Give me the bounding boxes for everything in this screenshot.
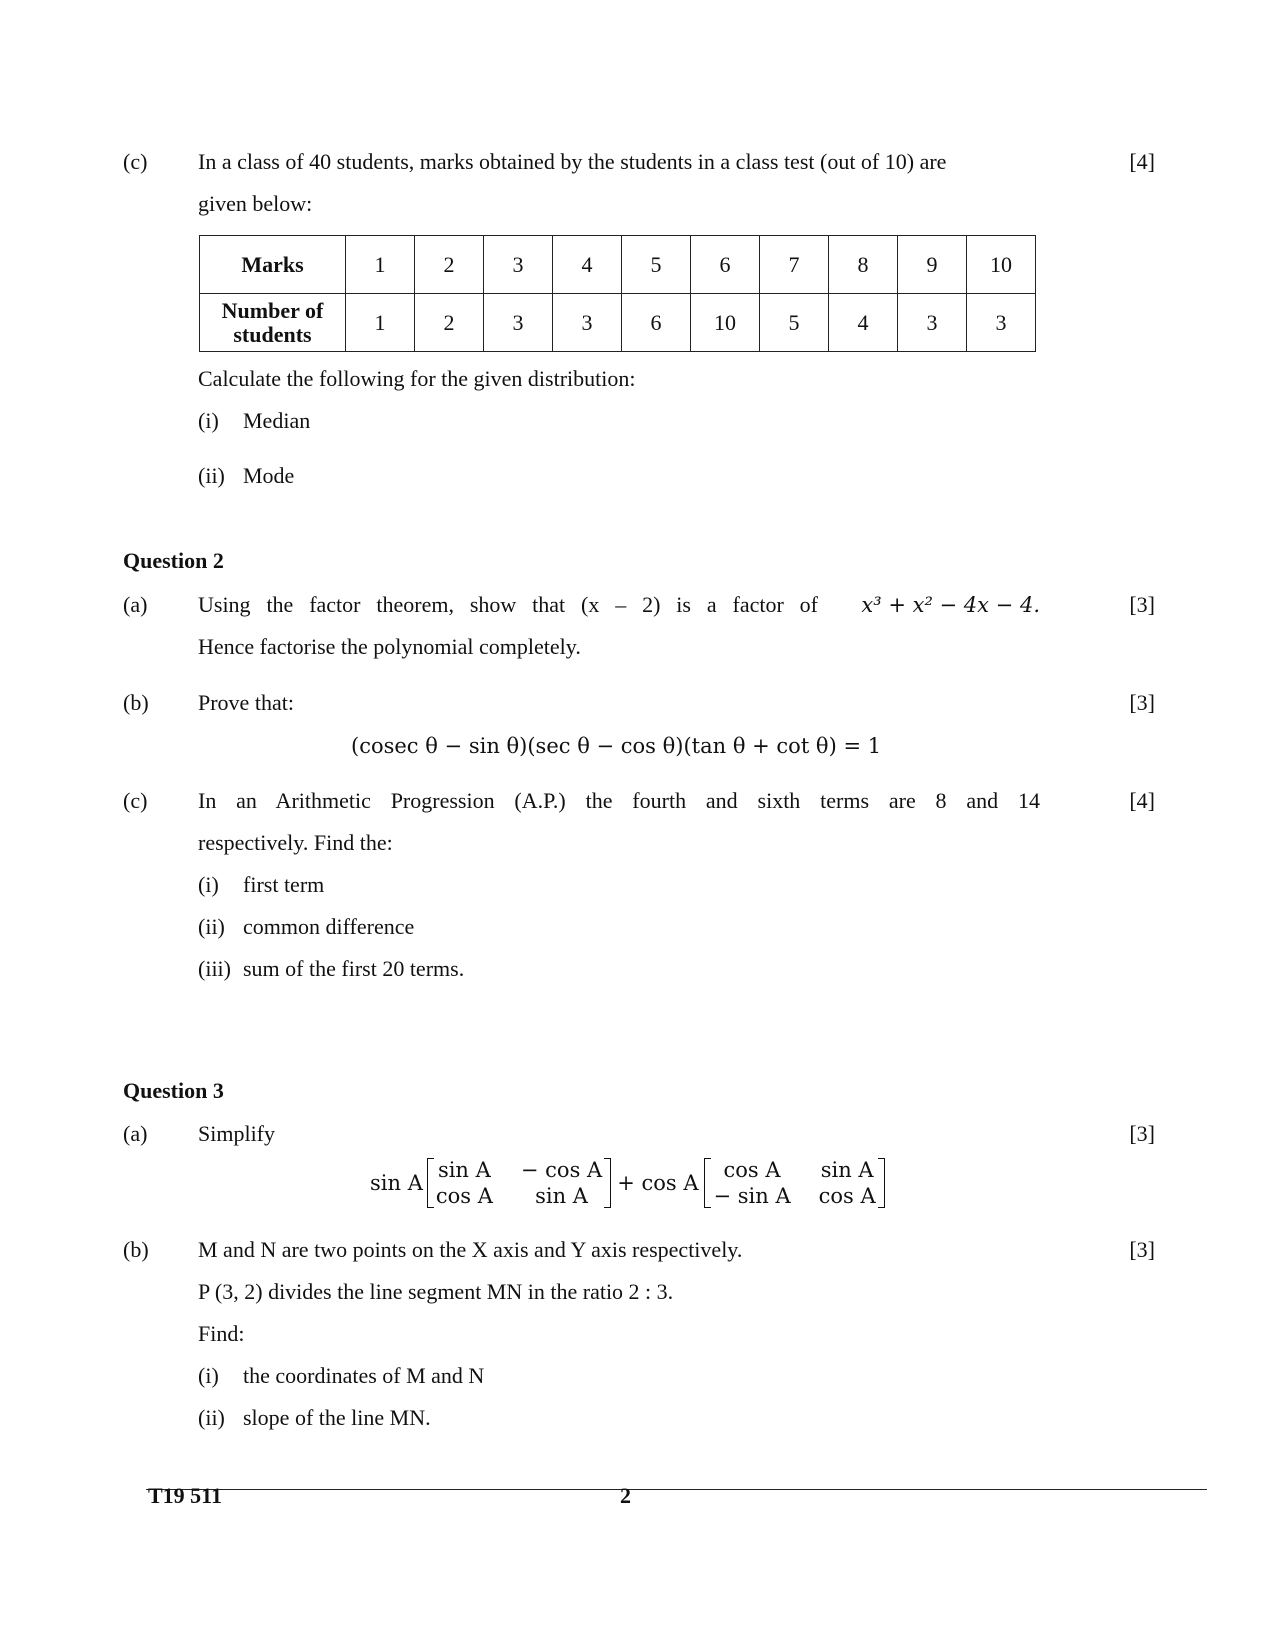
q1c-part-ii-text: Mode — [243, 463, 295, 488]
q1c-part-i-text: Median — [243, 408, 311, 433]
table-cell: 6 — [622, 294, 691, 352]
table-cell: 5 — [760, 294, 829, 352]
table-cell: 3 — [484, 294, 553, 352]
q2a-line1 — [198, 591, 1040, 619]
table-cell: 10 — [691, 294, 760, 352]
q2b-text: Prove that: — [198, 690, 294, 715]
table-cell: 1 — [346, 236, 415, 294]
matrix-1-grid — [434, 1157, 604, 1209]
left-bracket — [704, 1158, 711, 1208]
q3b-line2: P (3, 2) divides the line segment MN in the ratio 2 : 3. — [198, 1279, 674, 1304]
right-bracket — [604, 1158, 611, 1208]
q2c-part-i-text: first term — [243, 872, 325, 897]
q3a-matrix-expression — [370, 1157, 885, 1209]
q2b-identity-expression: (cosec θ − sin θ)(sec θ − cos θ)(tan θ + cot θ) = 1 — [351, 734, 882, 758]
table-cell: 5 — [622, 236, 691, 294]
table-cell: 2 — [415, 236, 484, 294]
q3b-part-i-text: the coordinates of M and N — [243, 1363, 485, 1388]
matrix-cell: cos A — [435, 1184, 493, 1208]
table-cell: 3 — [484, 236, 553, 294]
q1c-instruction: Calculate the following for the given distribution: — [198, 366, 636, 391]
q2c-part-iii-label: (iii) — [198, 956, 231, 981]
q3a-coefficient-1: sin A — [370, 1171, 423, 1195]
q3a-label: (a) — [123, 1121, 148, 1146]
q2c-line1: In an Arithmetic Progression (A.P.) the fourth and sixth terms are 8 and 14 — [198, 788, 1040, 813]
table-cell: 4 — [553, 236, 622, 294]
q2c-part-iii-text: sum of the first 20 terms. — [243, 956, 465, 981]
q3b-part-ii-label: (ii) — [198, 1405, 225, 1430]
question-3-heading: Question 3 — [123, 1078, 224, 1103]
footer-paper-code: T19 511 — [148, 1483, 222, 1508]
q3a-text: Simplify — [198, 1121, 276, 1146]
q3b-line1: M and N are two points on the X axis and Y axis respectively. — [198, 1237, 743, 1262]
q1c-part-ii-label: (ii) — [198, 463, 225, 488]
matrix-cell: cos A — [723, 1158, 781, 1182]
footer-divider — [146, 1489, 1207, 1490]
table-cell: 6 — [691, 236, 760, 294]
table-cell: 1 — [346, 294, 415, 352]
q1c-label: (c) — [123, 149, 148, 174]
right-bracket — [878, 1158, 885, 1208]
q3b-marks: [3] — [1129, 1237, 1155, 1262]
marks-distribution-table — [199, 235, 1036, 352]
table-cell: 4 — [829, 294, 898, 352]
table-cell: 10 — [967, 236, 1036, 294]
q2a-label: (a) — [123, 592, 148, 617]
q2c-line2: respectively. Find the: — [198, 830, 393, 855]
table-header-marks: Marks — [200, 236, 346, 294]
table-cell: 3 — [553, 294, 622, 352]
matrix-1 — [427, 1157, 611, 1209]
matrix-cell: − sin A — [713, 1184, 791, 1208]
q2b-marks: [3] — [1129, 690, 1155, 715]
table-header-students — [200, 294, 346, 352]
q3b-line3: Find: — [198, 1321, 245, 1346]
table-cell: 9 — [898, 236, 967, 294]
matrix-cell: cos A — [818, 1184, 876, 1208]
footer-page-number: 2 — [620, 1483, 631, 1508]
table-row-marks — [200, 236, 1036, 294]
q2c-marks: [4] — [1129, 788, 1155, 813]
matrix-cell: sin A — [820, 1158, 874, 1182]
matrix-cell: − cos A — [520, 1158, 603, 1182]
table-cell: 3 — [898, 294, 967, 352]
table-header-students-line2: students — [233, 321, 312, 347]
table-cell: 2 — [415, 294, 484, 352]
q2a-polynomial: x³ + x² − 4x − 4. — [861, 593, 1040, 617]
question-2-heading: Question 2 — [123, 548, 224, 573]
q2c-part-i-label: (i) — [198, 872, 219, 897]
q2c-part-ii-label: (ii) — [198, 914, 225, 939]
table-cell: 7 — [760, 236, 829, 294]
q1c-text-line1: In a class of 40 students, marks obtained by the students in a class test (out of 10) are — [198, 149, 947, 174]
q3b-part-i-label: (i) — [198, 1363, 219, 1388]
q1c-text-line2: given below: — [198, 191, 313, 216]
matrix-2 — [704, 1157, 884, 1209]
matrix-cell: sin A — [535, 1184, 588, 1208]
q2c-part-ii-text: common difference — [243, 914, 415, 939]
q3a-plus-coefficient-2: + cos A — [617, 1171, 699, 1195]
q2c-label: (c) — [123, 788, 148, 813]
q2a-line2: Hence factorise the polynomial completely. — [198, 634, 581, 659]
table-header-students-line1: Number of — [221, 297, 324, 323]
table-row-students — [200, 294, 1036, 352]
table-cell: 3 — [967, 294, 1036, 352]
q1c-part-i-label: (i) — [198, 408, 219, 433]
q2a-marks: [3] — [1129, 592, 1155, 617]
q3a-marks: [3] — [1129, 1121, 1155, 1146]
q1c-marks: [4] — [1129, 149, 1155, 174]
q3b-part-ii-text: slope of the line MN. — [243, 1405, 431, 1430]
table-cell: 8 — [829, 236, 898, 294]
q3b-label: (b) — [123, 1237, 149, 1262]
q2b-label: (b) — [123, 690, 149, 715]
matrix-2-grid — [711, 1157, 877, 1209]
matrix-cell: sin A — [437, 1158, 491, 1182]
q2a-line1-text: Using the factor theorem, show that (x – 2) is a factor of — [198, 592, 818, 617]
left-bracket — [427, 1158, 434, 1208]
